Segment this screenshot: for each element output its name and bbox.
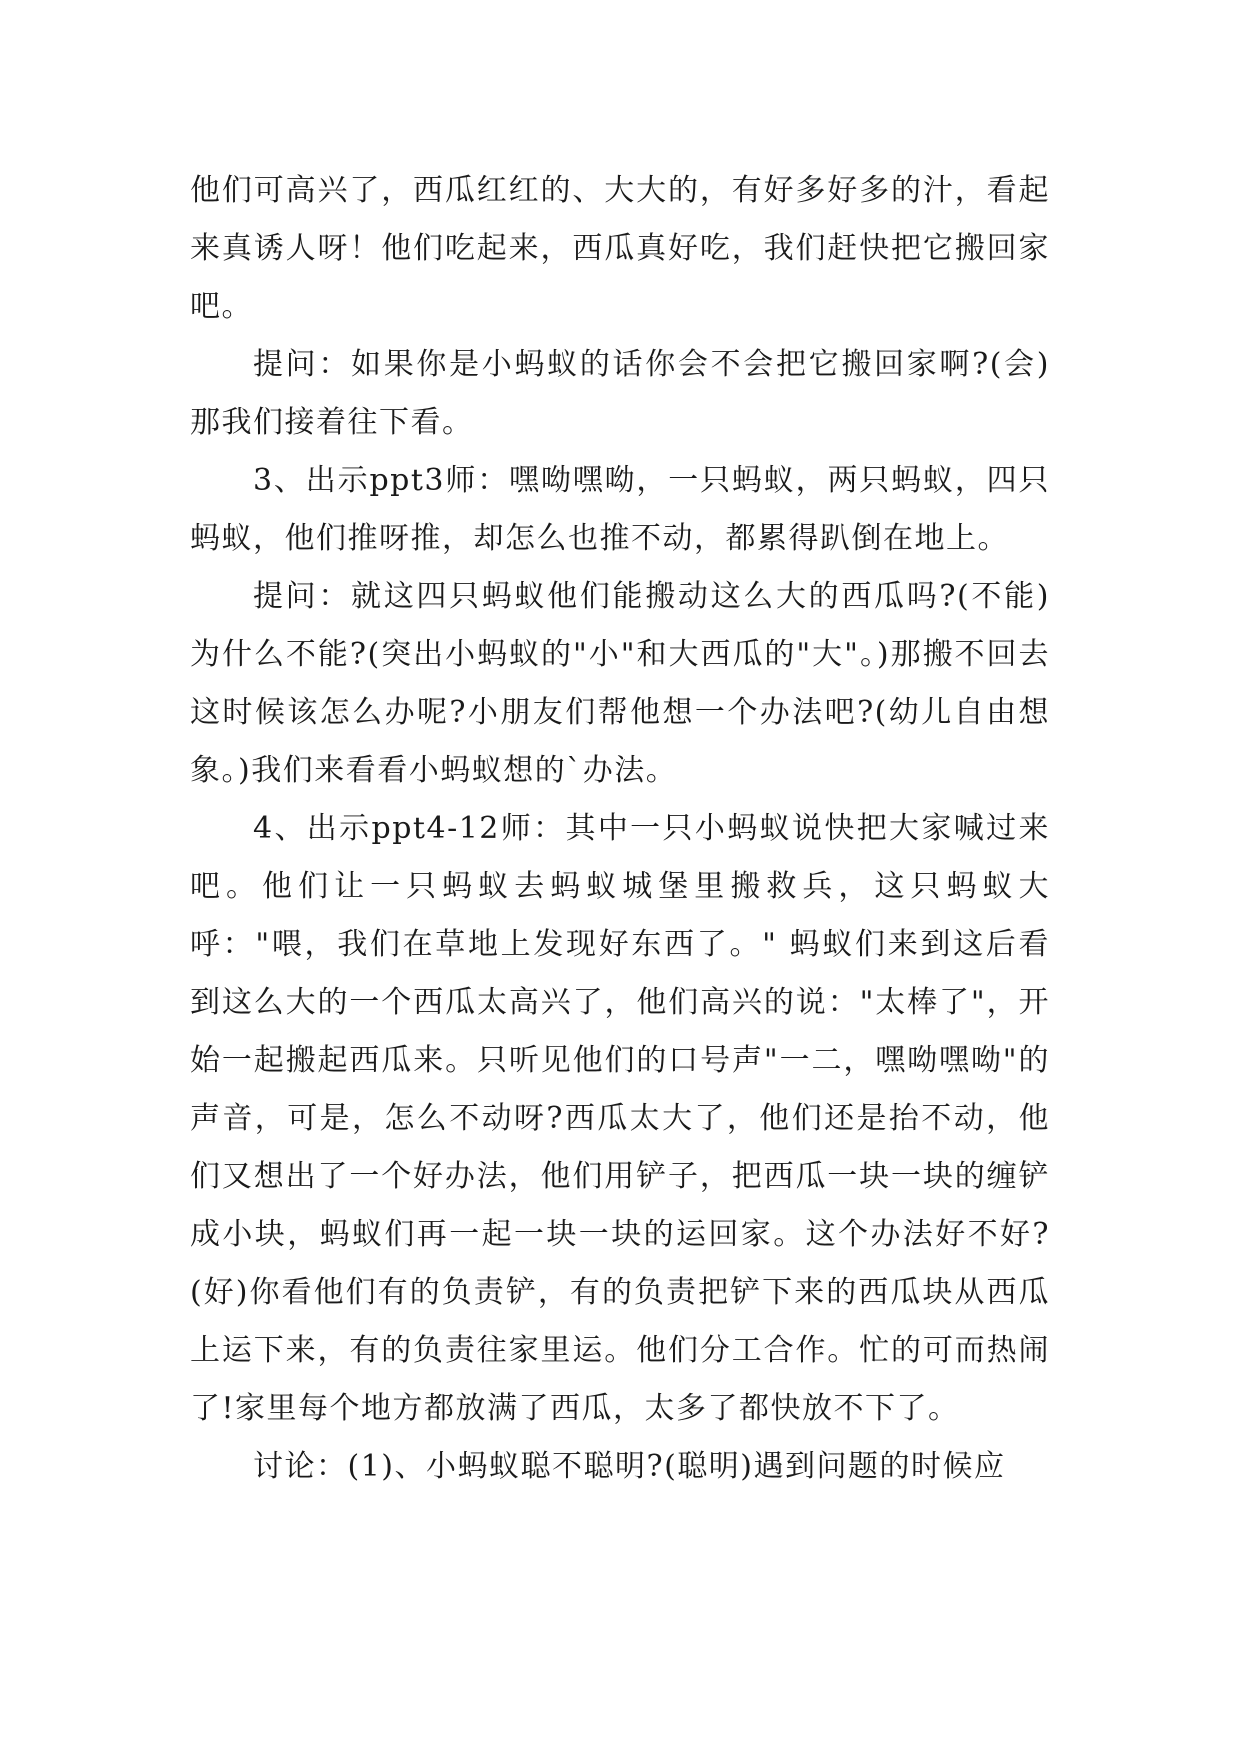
paragraph: 提问：就这四只蚂蚁他们能搬动这么大的西瓜吗?(不能)为什么不能?(突出小蚂蚁的"小"和大西瓜的"大"。)那搬不回去这时候该怎么办呢?小朋友们帮他想一个办法吧?(幼儿自由想象。)我们来看看小蚂蚁想的`办法。 bbox=[190, 579, 1050, 788]
paragraph: 他们可高兴了，西瓜红红的、大大的，有好多好多的汁，看起来真诱人呀！他们吃起来，西瓜真好吃，我们赶快把它搬回家吧。 bbox=[190, 173, 1050, 324]
paragraph: 4、出示ppt4-12师：其中一只小蚂蚁说快把大家喊过来吧。他们让一只蚂蚁去蚂蚁城堡里搬救兵，这只蚂蚁大呼："喂，我们在草地上发现好东西了。" 蚂蚁们来到这后看到这么大的一个西瓜太高兴了，他们高兴的说："太棒了"，开始一起搬起西瓜来。只听见他们的口号声"一二，嘿呦嘿呦"的声音，可是，怎么不动呀?西瓜太大了，他们还是抬不动，他们又想出了一个好办法，他们用铲子，把西瓜一块一块的缠铲成小块，蚂蚁们再一起一块一块的运回家。这个办法好不好?(好)你看他们有的负责铲，有的负责把铲下来的西瓜块从西瓜上运下来，有的负责往家里运。他们分工合作。忙的可而热闹了!家里每个地方都放满了西瓜，太多了都快放不下了。 bbox=[190, 811, 1050, 1426]
paragraph: 3、出示ppt3师：嘿呦嘿呦，一只蚂蚁，两只蚂蚁，四只蚂蚁，他们推呀推，却怎么也推不动，都累得趴倒在地上。 bbox=[190, 463, 1050, 556]
paragraph: 讨论：(1)、小蚂蚁聪不聪明?(聪明)遇到问题的时候应 bbox=[253, 1449, 1006, 1484]
document-body bbox=[190, 162, 1050, 1496]
paragraph: 提问：如果你是小蚂蚁的话你会不会把它搬回家啊?(会)那我们接着往下看。 bbox=[190, 347, 1050, 440]
